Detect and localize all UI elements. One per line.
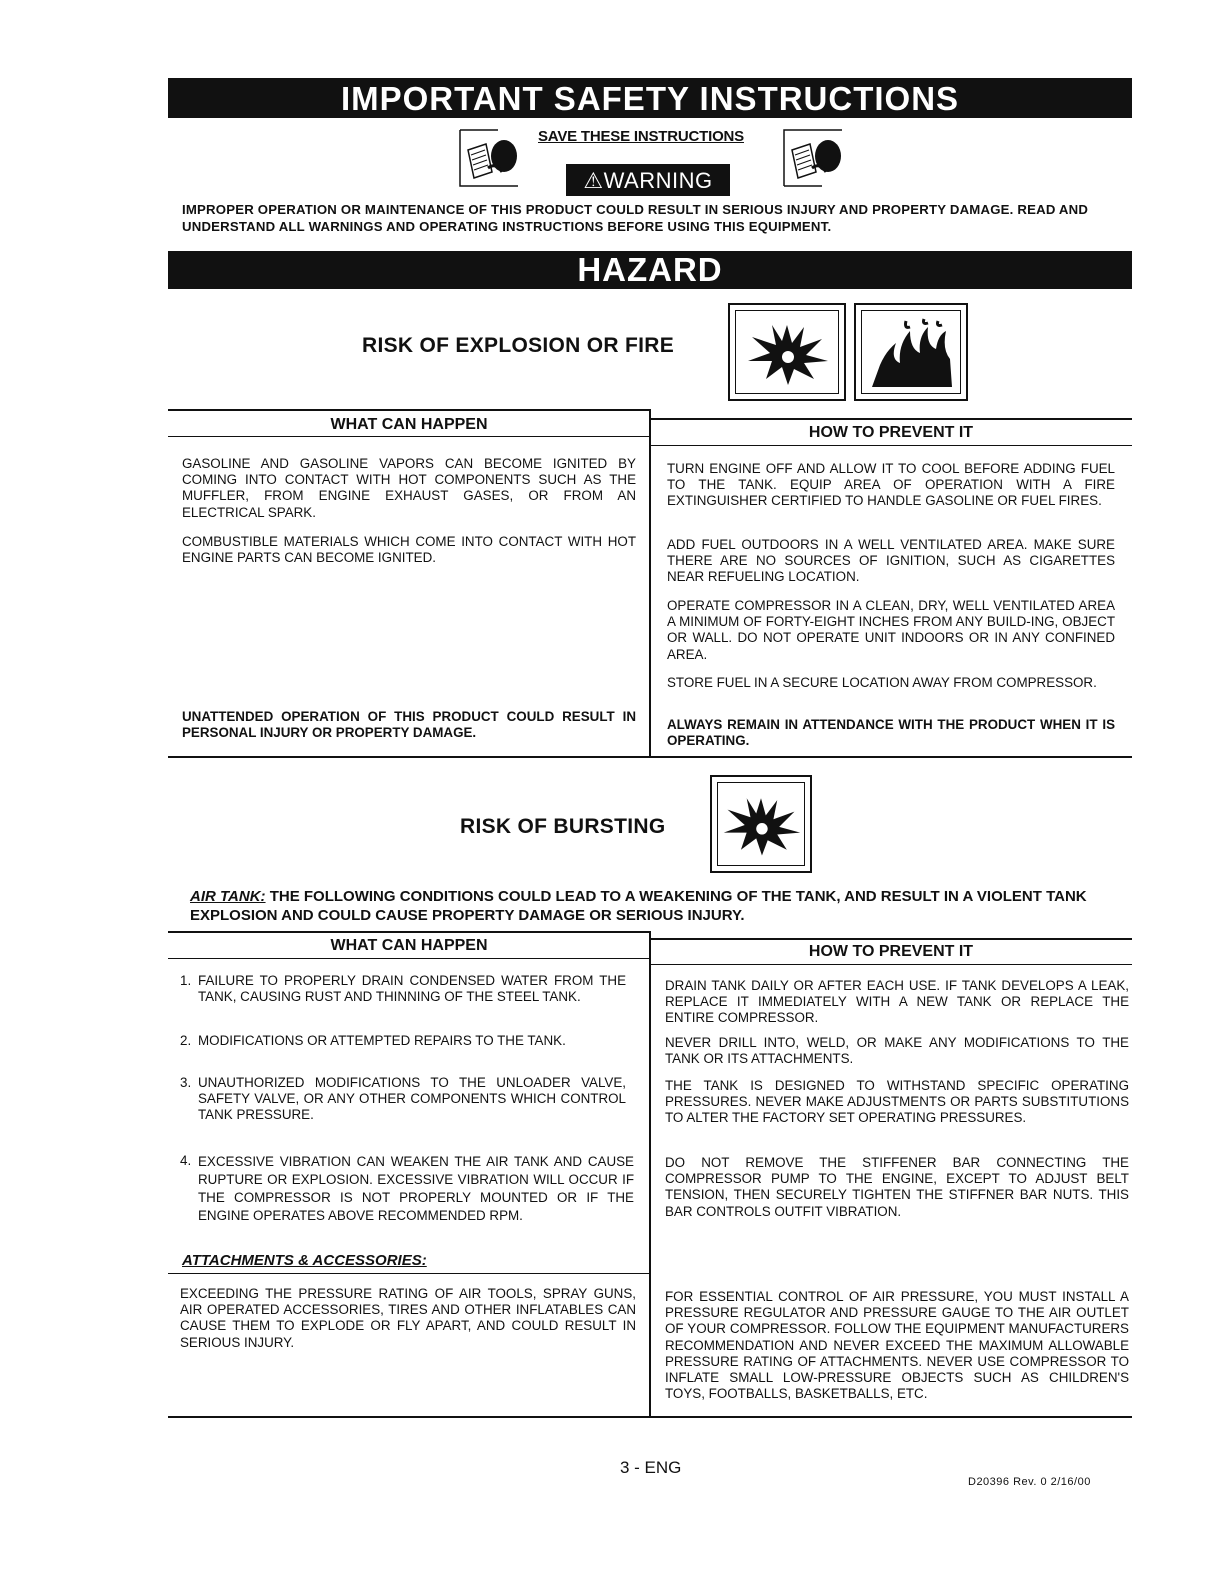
list-number: 4.: [180, 1153, 192, 1168]
col-what-can-happen: WHAT CAN HAPPEN: [330, 937, 488, 954]
manual-book-icon: [782, 128, 840, 184]
hazard-banner: HAZARD: [168, 251, 1132, 289]
hazard-text: GASOLINE AND GASOLINE VAPORS CAN BECOME IGNITED BY COMING INTO CONTACT WITH HOT COMPONENTS SUCH AS THE MUFFLER, FROM ENGINE EXHAUST GASES, OR FROM AN ELECTRICAL SPARK.: [182, 456, 636, 520]
manual-book-icon: [458, 128, 516, 184]
air-tank-text: THE FOLLOWING CONDITIONS COULD LEAD TO A WEAKENING OF THE TANK, AND RESULT IN A VIOLENT TANK EXPLOSION AND COULD CAUSE PROPERTY DAMAGE OR SERIOUS INJURY.: [190, 888, 1087, 924]
explosion-icon: [728, 303, 846, 401]
section-title-explosion-fire: RISK OF EXPLOSION OR FIRE: [362, 334, 675, 357]
list-number: 3.: [180, 1075, 192, 1090]
warning-badge: ⚠WARNING: [566, 164, 730, 196]
document-id: D20396 Rev. 0 2/16/00: [968, 1476, 1091, 1488]
list-item-text: FAILURE TO PROPERLY DRAIN CONDENSED WATER FROM THE TANK, CAUSING RUST AND THINNING OF THE STEEL TANK.: [198, 973, 626, 1005]
air-tank-warning: [190, 887, 1090, 925]
list-item-text: MODIFICATIONS OR ATTEMPTED REPAIRS TO THE TANK.: [198, 1033, 566, 1048]
hazard-text: UNATTENDED OPERATION OF THIS PRODUCT COULD RESULT IN PERSONAL INJURY OR PROPERTY DAMAGE.: [182, 709, 636, 741]
section-title-bursting: RISK OF BURSTING: [460, 815, 666, 838]
prevention-text: THE TANK IS DESIGNED TO WITHSTAND SPECIFIC OPERATING PRESSURES. NEVER MAKE ADJUSTMENTS OR PARTS SUBSTITUTIONS TO ALTER THE FACTORY SET OPERATING PRESSURES.: [665, 1078, 1129, 1126]
prevention-text: ADD FUEL OUTDOORS IN A WELL VENTILATED AREA. MAKE SURE THERE ARE NO SOURCES OF IGNITION, SUCH AS CIGARETTES NEAR REFUELING LOCATION.: [667, 537, 1115, 585]
fire-icon: [854, 303, 968, 401]
col-how-to-prevent: HOW TO PREVENT IT: [808, 943, 974, 960]
prevention-text: DO NOT REMOVE THE STIFFENER BAR CONNECTING THE COMPRESSOR PUMP TO THE ENGINE, EXCEPT TO ADJUST BELT TENSION, THEN SECURELY TIGHTEN THE STIFFNER BAR NUTS. THIS BAR CONTROLS OUTFIT VIBRATION.: [665, 1155, 1129, 1219]
page-title: IMPORTANT SAFETY INSTRUCTIONS: [168, 78, 1132, 118]
list-item-text: UNAUTHORIZED MODIFICATIONS TO THE UNLOADER VALVE, SAFETY VALVE, OR ANY OTHER COMPONENTS WHICH CONTROL TANK PRESSURE.: [198, 1075, 626, 1123]
hazard-text: COMBUSTIBLE MATERIALS WHICH COME INTO CONTACT WITH HOT ENGINE PARTS CAN BECOME IGNITED.: [182, 534, 636, 566]
air-tank-label: AIR TANK:: [190, 888, 266, 905]
prevention-text: ALWAYS REMAIN IN ATTENDANCE WITH THE PRODUCT WHEN IT IS OPERATING.: [667, 717, 1115, 749]
save-instructions: SAVE THESE INSTRUCTIONS: [538, 128, 744, 145]
explosion-icon: [710, 775, 812, 873]
prevention-text: TURN ENGINE OFF AND ALLOW IT TO COOL BEFORE ADDING FUEL TO THE TANK. EQUIP AREA OF OPERATION WITH A FIRE EXTINGUISHER CERTIFIED TO HANDLE GASOLINE OR FUEL FIRES.: [667, 461, 1115, 509]
prevention-text: NEVER DRILL INTO, WELD, OR MAKE ANY MODIFICATIONS TO THE TANK OR ITS ATTACHMENTS.: [665, 1035, 1129, 1067]
hazard-text: EXCEEDING THE PRESSURE RATING OF AIR TOOLS, SPRAY GUNS, AIR OPERATED ACCESSORIES, TIRES AND OTHER INFLATABLES CAN CAUSE THEM TO EXPLODE OR FLY APART, AND COULD RESULT IN SERIOUS INJURY.: [180, 1286, 636, 1350]
list-number: 1.: [180, 973, 192, 988]
col-what-can-happen: WHAT CAN HAPPEN: [330, 416, 488, 433]
attachments-heading: ATTACHMENTS & ACCESSORIES:: [182, 1252, 427, 1269]
warning-text: IMPROPER OPERATION OR MAINTENANCE OF THIS PRODUCT COULD RESULT IN SERIOUS INJURY AND PROPERTY DAMAGE. READ AND UNDERSTAND ALL WARNINGS AND OPERATING INSTRUCTIONS BEFORE USING THIS EQUIPMENT.: [182, 202, 1089, 234]
prevention-text: OPERATE COMPRESSOR IN A CLEAN, DRY, WELL VENTILATED AREA A MINIMUM OF FORTY-EIGHT INCHES FROM ANY BUILD-ING, OBJECT OR WALL. DO NOT OPERATE UNIT INDOORS OR IN ANY CONFINED AREA.: [667, 598, 1115, 662]
list-number: 2.: [180, 1033, 192, 1048]
prevention-text: DRAIN TANK DAILY OR AFTER EACH USE. IF TANK DEVELOPS A LEAK, REPLACE IT IMMEDIATELY WITH A NEW TANK OR REPLACE THE ENTIRE COMPRESSOR.: [665, 978, 1129, 1026]
page-number: 3 - ENG: [620, 1458, 682, 1477]
list-item-text: EXCESSIVE VIBRATION CAN WEAKEN THE AIR TANK AND CAUSE RUPTURE OR EXPLOSION. EXCESSIVE VIBRATION WILL OCCUR IF THE COMPRESSOR IS NOT PROPERLY MOUNTED OR IF THE ENGINE OPERATES ABOVE RECOMMENDED RPM.: [198, 1154, 634, 1223]
prevention-text: STORE FUEL IN A SECURE LOCATION AWAY FROM COMPRESSOR.: [667, 675, 1097, 690]
col-how-to-prevent: HOW TO PREVENT IT: [808, 424, 974, 441]
prevention-text: FOR ESSENTIAL CONTROL OF AIR PRESSURE, YOU MUST INSTALL A PRESSURE REGULATOR AND PRESSURE GAUGE TO THE AIR OUTLET OF YOUR COMPRESSOR. FOLLOW THE EQUIPMENT MANUFACTURERS RECOMMENDATION AND NEVER EXCEED THE MAXIMUM ALLOWABLE PRESSURE RATING OF ATTACHMENTS. NEVER USE COMPRESSOR TO INFLATE SMALL LOW-PRESSURE OBJECTS SUCH AS CHILDREN'S TOYS, FOOTBALLS, BASKETBALLS, ETC.: [665, 1289, 1129, 1402]
